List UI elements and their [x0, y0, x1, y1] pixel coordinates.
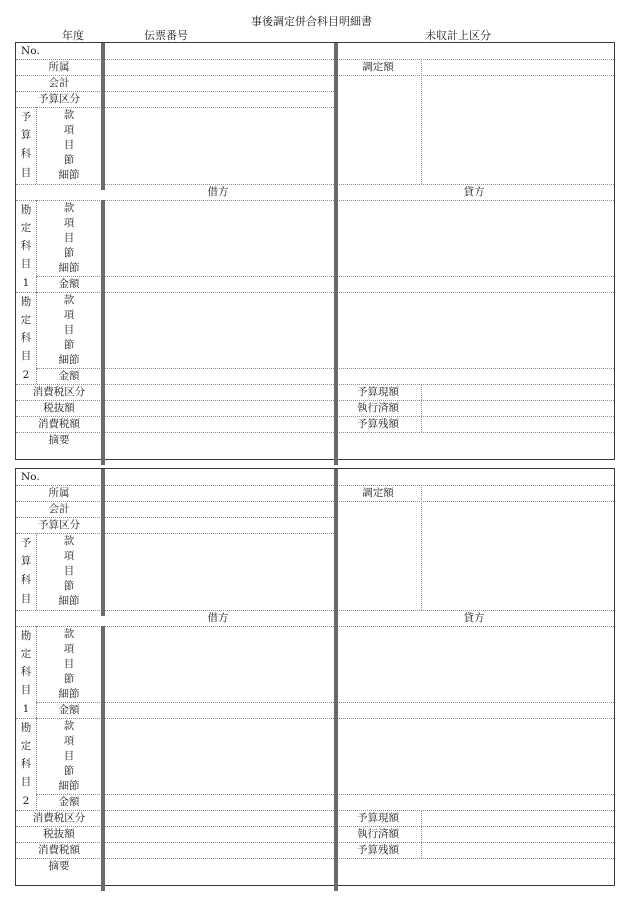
- shozoku-field[interactable]: [102, 486, 334, 501]
- chotei-gaku-label: 調定額: [362, 61, 394, 73]
- level-kan-label: 款: [63, 535, 75, 547]
- level-setsu-label: 節: [63, 339, 75, 351]
- tekiyo-field[interactable]: [102, 433, 614, 459]
- no-field[interactable]: [102, 469, 614, 485]
- level-saisetsu-label: 細節: [58, 262, 80, 274]
- level-moku-label: 目: [63, 658, 75, 670]
- yosan-kamoku-field[interactable]: [102, 534, 334, 610]
- kanjo-kamoku-label: 目: [20, 684, 32, 696]
- kanjo-index-label: 1: [22, 703, 30, 715]
- kanjo-kamoku-label: 科: [20, 240, 32, 252]
- kashikata-kamoku1-field[interactable]: [335, 201, 614, 276]
- kingaku-label: 金額: [58, 278, 80, 290]
- karikata-kamoku1-field[interactable]: [102, 201, 334, 276]
- chotei-gaku-field[interactable]: [422, 60, 614, 184]
- kanjo-index-label: 2: [22, 795, 30, 807]
- level-kou-label: 項: [63, 217, 75, 229]
- kaikei-field[interactable]: [102, 502, 334, 517]
- shozoku-label: 所属: [48, 61, 70, 73]
- kashikata-kingaku2-field[interactable]: [335, 369, 614, 384]
- level-kan-label: 款: [63, 720, 75, 732]
- zeinuki-gaku-field[interactable]: [102, 401, 334, 416]
- shohizei-gaku-label: 消費税額: [38, 418, 80, 430]
- detail-form-2: [15, 468, 615, 886]
- karikata-kamoku2-field[interactable]: [102, 719, 334, 794]
- kanjo-kamoku-label: 目: [20, 258, 32, 270]
- kanjo-kamoku-label: 定: [20, 648, 32, 660]
- level-setsu-label: 節: [63, 247, 75, 259]
- yosan-kamoku-label: 予: [20, 111, 32, 123]
- yosan-zangaku-label: 予算残額: [357, 844, 399, 856]
- level-kan-label: 款: [63, 294, 75, 306]
- kashikata-kingaku2-field[interactable]: [335, 795, 614, 810]
- kanjo-kamoku-label: 科: [20, 332, 32, 344]
- level-kou-label: 項: [63, 124, 75, 136]
- level-setsu-label: 節: [63, 154, 75, 166]
- yosan-gengaku-field[interactable]: [422, 811, 614, 826]
- kingaku-label: 金額: [58, 796, 80, 808]
- shikko-zumi-label: 執行済額: [357, 402, 399, 414]
- karikata-header: 借方: [207, 612, 229, 624]
- kingaku-label: 金額: [58, 370, 80, 382]
- level-kan-label: 款: [63, 109, 75, 121]
- yosan-gengaku-label: 予算現額: [357, 812, 399, 824]
- karikata-header: 借方: [207, 186, 229, 198]
- yosan-kamoku-label: 算: [20, 555, 32, 567]
- yosan-kamoku-label: 目: [20, 167, 32, 179]
- karikata-kingaku1-field[interactable]: [102, 703, 334, 718]
- chotei-gaku-label: 調定額: [362, 487, 394, 499]
- kashikata-kamoku1-field[interactable]: [335, 627, 614, 702]
- kanjo-kamoku-label: 目: [20, 350, 32, 362]
- yosan-gengaku-field[interactable]: [422, 385, 614, 400]
- yosan-kamoku-label: 算: [20, 129, 32, 141]
- karikata-kingaku1-field[interactable]: [102, 277, 334, 292]
- level-kou-label: 項: [63, 643, 75, 655]
- level-saisetsu-label: 細節: [58, 595, 80, 607]
- level-moku-label: 目: [63, 565, 75, 577]
- level-moku-label: 目: [63, 139, 75, 151]
- yosan-gengaku-label: 予算現額: [357, 386, 399, 398]
- zeinuki-gaku-field[interactable]: [102, 827, 334, 842]
- kaikei-label: 会計: [48, 77, 70, 89]
- karikata-kingaku2-field[interactable]: [102, 795, 334, 810]
- yosan-kubun-label: 予算区分: [38, 93, 80, 105]
- shohizei-gaku-field[interactable]: [102, 417, 334, 432]
- kanjo-kamoku-label: 目: [20, 776, 32, 788]
- kaikei-field[interactable]: [102, 76, 334, 91]
- tekiyo-field[interactable]: [102, 859, 614, 885]
- no-field[interactable]: [102, 43, 614, 59]
- tekiyo-label: 摘要: [48, 860, 70, 872]
- kanjo-index-label: 2: [22, 369, 30, 381]
- chotei-gaku-field[interactable]: [422, 486, 614, 610]
- receivable-category-label: 未収計上区分: [425, 29, 491, 42]
- shohizei-gaku-field[interactable]: [102, 843, 334, 858]
- shozoku-field[interactable]: [102, 60, 334, 75]
- level-kou-label: 項: [63, 735, 75, 747]
- tekiyo-label: 摘要: [48, 434, 70, 446]
- shohizei-kubun-label: 消費税区分: [32, 386, 86, 398]
- yosan-kamoku-label: 科: [20, 148, 32, 160]
- yosan-kamoku-label: 科: [20, 574, 32, 586]
- kashikata-kingaku1-field[interactable]: [335, 277, 614, 292]
- level-setsu-label: 節: [63, 673, 75, 685]
- shohizei-gaku-label: 消費税額: [38, 844, 80, 856]
- level-setsu-label: 節: [63, 580, 75, 592]
- level-saisetsu-label: 細節: [58, 688, 80, 700]
- kanjo-kamoku-label: 勘: [20, 204, 32, 216]
- shozoku-label: 所属: [48, 487, 70, 499]
- level-kan-label: 款: [63, 628, 75, 640]
- kanjo-index-label: 1: [22, 277, 30, 289]
- shohizei-kubun-field[interactable]: [102, 811, 334, 826]
- kashikata-kingaku1-field[interactable]: [335, 703, 614, 718]
- karikata-kamoku1-field[interactable]: [102, 627, 334, 702]
- no-label: No.: [21, 45, 40, 57]
- yosan-kubun-field[interactable]: [102, 92, 334, 107]
- level-kou-label: 項: [63, 309, 75, 321]
- yosan-kubun-field[interactable]: [102, 518, 334, 533]
- karikata-kingaku2-field[interactable]: [102, 369, 334, 384]
- yosan-kubun-label: 予算区分: [38, 519, 80, 531]
- level-kou-label: 項: [63, 550, 75, 562]
- karikata-kamoku2-field[interactable]: [102, 293, 334, 368]
- kashikata-kamoku2-field[interactable]: [335, 719, 614, 794]
- kanjo-kamoku-label: 勘: [20, 296, 32, 308]
- no-label: No.: [21, 471, 40, 483]
- kingaku-label: 金額: [58, 704, 80, 716]
- form-title: 事後調定併合科目明細書: [251, 15, 372, 28]
- kashikata-header: 貸方: [463, 612, 485, 624]
- detail-form-1: [15, 42, 615, 460]
- voucher-number-label: 伝票番号: [144, 29, 188, 42]
- yosan-kamoku-label: 予: [20, 537, 32, 549]
- level-saisetsu-label: 細節: [58, 169, 80, 181]
- kanjo-kamoku-label: 定: [20, 222, 32, 234]
- yosan-zangaku-label: 予算残額: [357, 418, 399, 430]
- fiscal-year-label: 年度: [62, 29, 84, 42]
- level-kan-label: 款: [63, 202, 75, 214]
- shikko-zumi-field[interactable]: [422, 401, 614, 416]
- zeinuki-gaku-label: 税抜額: [43, 402, 75, 414]
- zeinuki-gaku-label: 税抜額: [43, 828, 75, 840]
- kanjo-kamoku-label: 勘: [20, 630, 32, 642]
- yosan-kamoku-label: 目: [20, 593, 32, 605]
- yosan-zangaku-field[interactable]: [422, 843, 614, 858]
- kashikata-kamoku2-field[interactable]: [335, 293, 614, 368]
- kashikata-header: 貸方: [463, 186, 485, 198]
- shikko-zumi-field[interactable]: [422, 827, 614, 842]
- shikko-zumi-label: 執行済額: [357, 828, 399, 840]
- kanjo-kamoku-label: 科: [20, 666, 32, 678]
- yosan-kamoku-field[interactable]: [102, 108, 334, 184]
- level-saisetsu-label: 細節: [58, 354, 80, 366]
- level-setsu-label: 節: [63, 765, 75, 777]
- level-moku-label: 目: [63, 324, 75, 336]
- kanjo-kamoku-label: 科: [20, 758, 32, 770]
- kanjo-kamoku-label: 勘: [20, 722, 32, 734]
- kaikei-label: 会計: [48, 503, 70, 515]
- yosan-zangaku-field[interactable]: [422, 417, 614, 432]
- kanjo-kamoku-label: 定: [20, 740, 32, 752]
- level-moku-label: 目: [63, 750, 75, 762]
- shohizei-kubun-field[interactable]: [102, 385, 334, 400]
- level-moku-label: 目: [63, 232, 75, 244]
- level-saisetsu-label: 細節: [58, 780, 80, 792]
- shohizei-kubun-label: 消費税区分: [32, 812, 86, 824]
- kanjo-kamoku-label: 定: [20, 314, 32, 326]
